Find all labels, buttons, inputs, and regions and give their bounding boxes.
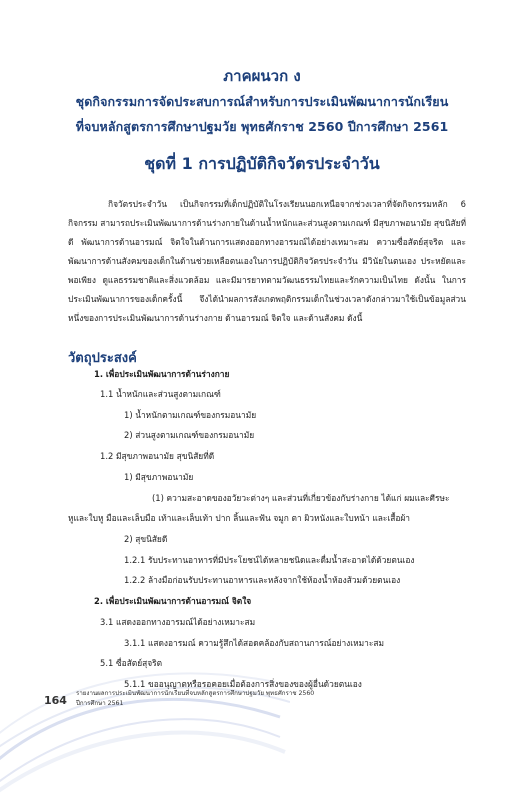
objective-item: 1.1 น้ำหนักและส่วนสูงตามเกณฑ์ [100,389,221,399]
objective-item: 3.1.1 แสดงอารมณ์ ความรู้สึกได้สอดคล้องกับสถานการณ์อย่างเหมาะสม [124,638,384,648]
page-number: 164 [44,694,67,707]
objective-item: 1.2.1 รับประทานอาหารที่มีประโยชน์ได้หลายชนิดและดื่มน้ำสะอาดได้ด้วยตนเอง [124,555,415,565]
objective-item: (1) ความสะอาดของอวัยวะต่างๆ และส่วนที่เกี่ยวข้องกับร่างกาย ได้แก่ ผมและศีรษะ [152,493,450,503]
footer-line-1: รายงานผลการประเมินพัฒนาการนักเรียนที่จบหลักสูตรการศึกษาปฐมวัย พุทธศักราช 2560 [76,690,315,697]
footer-running-title [76,689,376,709]
objective-item: 2) ส่วนสูงตามเกณฑ์ของกรมอนามัย [124,430,255,440]
objective-item: 2) สุขนิสัยดี [124,534,168,544]
objective-item: 3.1 แสดงออกทางอารมณ์ได้อย่างเหมาะสม [100,617,256,627]
objective-item: 5.1 ซื่อสัตย์สุจริต [100,658,163,668]
objective-item: 1) น้ำหนักตามเกณฑ์ของกรมอนามัย [124,410,257,420]
objective-item: 1. เพื่อประเมินพัฒนาการด้านร่างกาย [94,369,230,379]
activity-set-title: ชุดที่ 1 การปฏิบัติกิจวัตรประจำวัน [144,154,380,173]
objective-item: หูและใบหู มือและเล็บมือ เท้าและเล็บเท้า ปาก ลิ้นและฟัน จมูก ตา ผิวหนังและใบหน้า และเสื้อผ้า [68,513,410,523]
objectives-heading: วัตถุประสงค์ [68,351,137,366]
subtitle-line-1: ชุดกิจกรรมการจัดประสบการณ์สำหรับการประเมินพัฒนาการนักเรียน [75,94,449,109]
objective-item: 1) มีสุขภาพอนามัย [124,472,194,482]
objective-item: 5.1.1 ขออนุญาตหรือรอคอยเมื่อต้องการสิ่งของของผู้อื่นด้วยตนเอง [124,679,362,689]
objective-item: 1.2 มีสุขภาพอนามัย สุขนิสัยที่ดี [100,451,215,461]
objective-item: 2. เพื่อประเมินพัฒนาการด้านอารมณ์ จิตใจ [94,596,252,606]
footer-line-2: ปีการศึกษา 2561 [76,700,124,707]
appendix-title: ภาคผนวก ง [223,67,301,85]
objective-item: 1.2.2 ล้างมือก่อนรับประทานอาหารและหลังจากใช้ห้องน้ำห้องส้วมด้วยตนเอง [124,575,401,585]
intro-paragraph: กิจวัตรประจำวัน เป็นกิจกรรมที่เด็กปฏิบัติในโรงเรียนนอกเหนือจากช่วงเวลาที่จัดกิจกรรมหลัก 6 กิจกรรม สามารถประเมินพัฒนาการด้านร่างกายในด้านน้ำหนักและส่วนสูงตามเกณฑ์ มีสุขภาพอนามัย สุขนิสัยที่ดี พัฒนาการด้านอารมณ์ จิตใจในด้านการแสดงออกทางอารมณ์ได้อย่างเหมาะสม ความซื่อสัตย์สุจริต และพัฒนาการด้านสังคมของเด็กในด้านช่วยเหลือตนเองในการปฏิบัติกิจวัตรประจำวัน มีวินัยในตนเอง ประหยัดและพอเพียง ดูแลธรรมชาติและสิ่งแวดล้อม และมีมารยาทตามวัฒนธรรมไทยและรักความเป็นไทย ดังนั้น ในการประเมินพัฒนาการของเด็กครั้งนี้ จึงได้นำผลการสังเกตพฤติกรรมเด็กในช่วงเวลาดังกล่าวมาใช้เป็นข้อมูลส่วนหนึ่งของการประเมินพัฒนาการด้านร่างกาย ด้านอารมณ์ จิตใจ และด้านสังคม ดังนี้ [68,199,466,323]
subtitle-line-2: ที่จบหลักสูตรการศึกษาปฐมวัย พุทธศักราช 2560 ปีการศึกษา 2561 [75,119,449,134]
